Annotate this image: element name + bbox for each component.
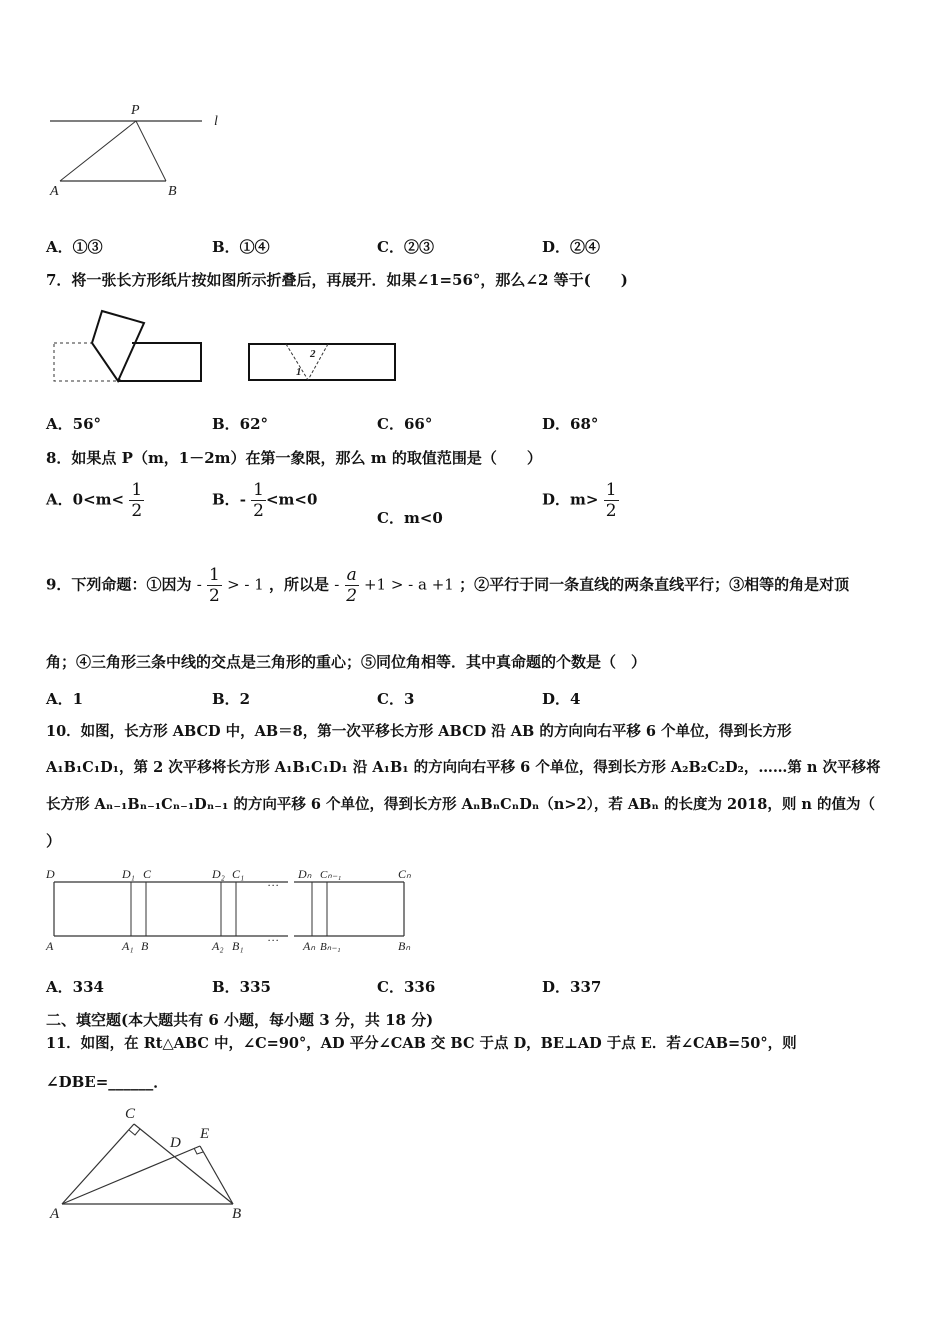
q7-label-1: 1 xyxy=(296,366,302,378)
q10-label-B: B xyxy=(141,939,149,953)
q10-label-A: A xyxy=(46,939,54,953)
q6-label-B: B xyxy=(168,184,177,199)
q9-option-d: D．4 xyxy=(542,690,581,708)
q6-label-l: l xyxy=(214,114,218,129)
q10-line2: A₁B₁C₁D₁，第 2 次平移将长方形 A₁B₁C₁D₁ 沿 A₁B₁ 的方向向右平移 6 个单位，得到长方形 A₂B₂C₂D₂，……第 n 次平移将 xyxy=(46,759,881,776)
q10-label-D: D xyxy=(46,867,55,881)
q10-option-d: D．337 xyxy=(542,978,602,996)
q10-label-C: C xyxy=(143,867,152,881)
q7-option-d: D．68° xyxy=(542,415,599,433)
q10-label-Cn: Cₙ xyxy=(398,867,411,881)
q10-label-Bn: Bₙ xyxy=(398,939,411,953)
q10-ellipsis-bottom: … xyxy=(268,930,279,944)
q8-option-d: D．m> $\frac{1}{2}$ xyxy=(542,480,617,521)
q10-label-D1: D₁ xyxy=(122,867,135,881)
q10-label-Cn-1: Cₙ₋₁ xyxy=(320,869,342,881)
q8-option-d-fraction: $\frac{1}{2}$ xyxy=(605,480,617,521)
q6-figure xyxy=(40,95,240,205)
q8-option-b: B．- $\frac{1}{2}$ <m<0 xyxy=(212,480,318,521)
q6-option-c: C．②③ xyxy=(377,238,434,256)
q6-label-A: A xyxy=(50,184,59,199)
q8-stem: 8．如果点 P（m，1－2m）在第一象限，那么 m 的取值范围是（ ） xyxy=(46,449,542,467)
q10-ellipsis-top: … xyxy=(268,875,279,889)
q6-option-d: D．②④ xyxy=(542,238,601,256)
q10-line4: ） xyxy=(46,832,62,850)
q10-label-B1: B₁ xyxy=(232,939,244,953)
q7-option-a: A．56° xyxy=(46,415,102,433)
q9-fraction-1: $\frac{1}{2}$ xyxy=(209,565,220,606)
q7-figure xyxy=(50,305,410,390)
q7-option-c: C．66° xyxy=(377,415,433,433)
q10-label-A1: A₁ xyxy=(122,939,134,953)
q10-label-C1: C₁ xyxy=(232,867,245,881)
q10-label-D2: D₂ xyxy=(212,867,225,881)
q9-line2: 角；④三角形三条中线的交点是三角形的重心；⑤同位角相等．其中真命题的个数是（ ） xyxy=(46,653,647,671)
q11-label-C: C xyxy=(125,1106,136,1122)
q6-label-P: P xyxy=(131,103,140,118)
q10-label-A2: A₂ xyxy=(212,939,224,953)
q9-fraction-2: $\frac{a}{2}$ xyxy=(346,565,358,606)
q8-option-c: C．m<0 xyxy=(377,509,443,527)
q10-label-Dn: Dₙ xyxy=(298,867,312,881)
q10-figure xyxy=(40,862,430,957)
q11-label-D: D xyxy=(170,1135,181,1151)
q11-label-B: B xyxy=(232,1206,242,1222)
q7-stem: 7．将一张长方形纸片按如图所示折叠后，再展开．如果∠1=56°，那么∠2 等于( ) xyxy=(46,271,628,289)
q10-label-An: Aₙ xyxy=(303,939,316,953)
q7-label-2: 2 xyxy=(310,348,316,360)
q10-line1: 10．如图，长方形 ABCD 中，AB＝8，第一次平移长方形 ABCD 沿 AB 的方向向右平移 6 个单位，得到长方形 xyxy=(46,723,792,740)
q11-label-A: A xyxy=(50,1206,60,1222)
q6-option-b: B．①④ xyxy=(212,238,270,256)
q7-option-b: B．62° xyxy=(212,415,269,433)
q9-option-b: B．2 xyxy=(212,690,251,708)
q10-option-b: B．335 xyxy=(212,978,271,996)
q11-line1: 11．如图，在 Rt△ABC 中，∠C=90°，AD 平分∠CAB 交 BC 于点 D，BE⊥AD 于点 E．若∠CAB=50°，则 xyxy=(46,1035,797,1052)
q10-option-c: C．336 xyxy=(377,978,436,996)
q10-option-a: A．334 xyxy=(46,978,104,996)
q9-option-c: C．3 xyxy=(377,690,415,708)
q9-line1: 9．下列命题：①因为 - $\frac{1}{2}$ > - 1 ，所以是 - $\frac{a}{2}$ +1 > - a +1 ；②平行于同一条直线的两条直线平行；③相等的角是对顶 xyxy=(46,565,850,606)
q8-option-a-fraction: $\frac{1}{2}$ xyxy=(131,480,143,521)
q10-line3: 长方形 Aₙ₋₁Bₙ₋₁Cₙ₋₁Dₙ₋₁ 的方向平移 6 个单位，得到长方形 AₙBₙCₙDₙ（n>2），若 ABₙ 的长度为 2018，则 n 的值为（ xyxy=(46,796,875,813)
q11-figure xyxy=(40,1100,260,1230)
q8-option-b-fraction: $\frac{1}{2}$ xyxy=(253,480,264,521)
section-2-heading: 二、填空题(本大题共有 6 小题，每小题 3 分，共 18 分) xyxy=(46,1011,434,1029)
q11-label-E: E xyxy=(200,1126,210,1142)
q11-line2: ∠DBE=______． xyxy=(46,1073,169,1091)
q9-option-a: A．1 xyxy=(46,690,84,708)
q6-option-a: A．①③ xyxy=(46,238,103,256)
q10-label-Bn-1: Bₙ₋₁ xyxy=(320,941,341,953)
q8-option-a: A．0<m< $\frac{1}{2}$ xyxy=(46,480,143,521)
